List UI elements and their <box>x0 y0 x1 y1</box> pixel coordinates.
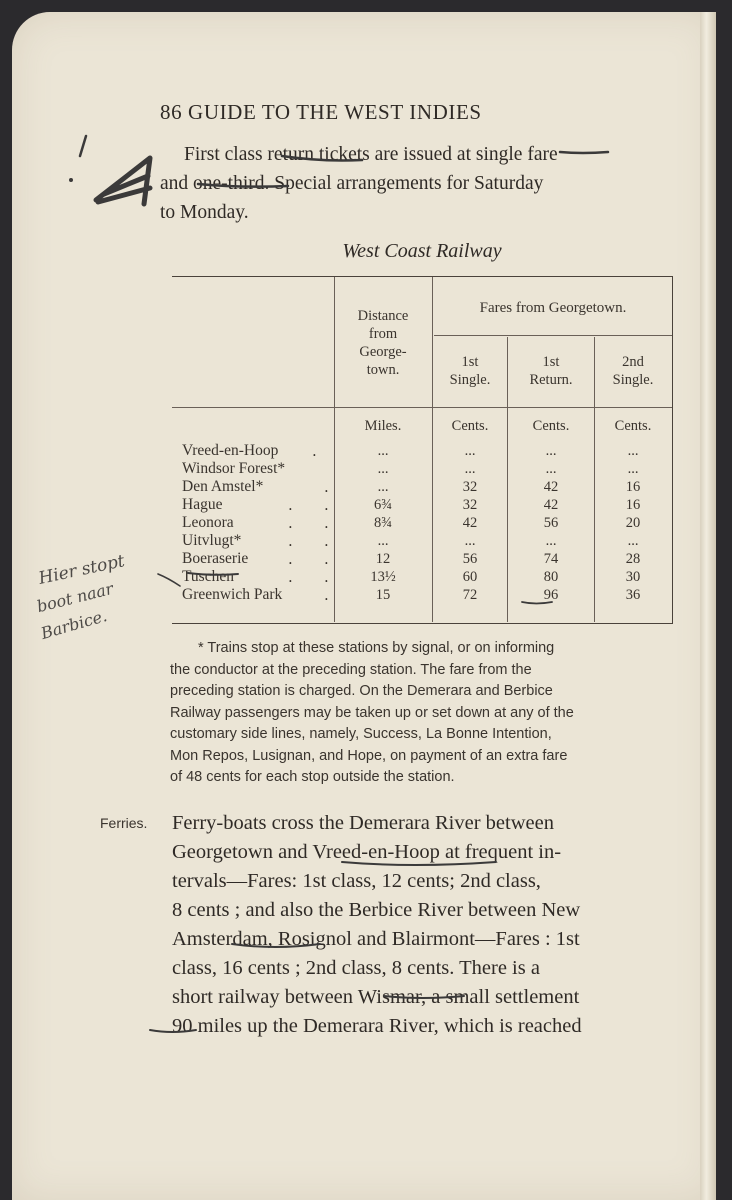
fare-cell: 32 <box>462 479 478 495</box>
table-row: Leonora . . 8¾ 42 56 20 <box>172 514 672 532</box>
table-title: West Coast Railway <box>342 240 502 262</box>
fare-cell: 42 <box>543 497 559 513</box>
header-text: Distance <box>357 308 409 324</box>
handwritten-note-line: Hier stopt <box>36 551 127 589</box>
station-name: Vreed-en-Hoop <box>182 442 279 459</box>
footnote-line: customary side lines, namely, Success, La Bonne Intention, <box>170 726 552 742</box>
underline-tuschen <box>188 573 238 575</box>
fare-cell: ... <box>545 533 557 549</box>
fare-cell: 30 <box>625 569 641 585</box>
header-text: 2nd <box>622 354 644 370</box>
unit-label: Cents. <box>532 418 570 434</box>
page-edge <box>716 0 732 1200</box>
side-heading-ferries: Ferries. <box>100 815 148 831</box>
paragraph-line: 8 cents ; and also the Berbice River between New <box>172 899 581 921</box>
pencil-tick <box>80 136 86 156</box>
underline-wismar <box>384 996 464 998</box>
table-row: Boeraserie . . 12 56 74 28 <box>172 550 672 568</box>
header-text: Single. <box>449 372 491 388</box>
paragraph-line: short railway between Wismar, a small settlement <box>172 986 580 1008</box>
header-text: Single. <box>612 372 654 388</box>
fare-cell: 42 <box>543 479 559 495</box>
fare-cell: ... <box>545 461 557 477</box>
underline-vreed-en-hoop <box>342 862 496 865</box>
footnote-line: Mon Repos, Lusignan, and Hope, on payment of an extra fare <box>170 747 568 764</box>
header-text: town. <box>366 362 400 378</box>
fare-cell: 16 <box>625 479 641 495</box>
handwritten-note-line: boot naar <box>34 578 116 617</box>
distance-cell: 13½ <box>370 569 396 585</box>
station-name: Leonora <box>182 514 234 531</box>
pencil-connector <box>158 574 180 586</box>
fare-cell: ... <box>464 443 476 459</box>
book-page <box>12 12 716 1200</box>
fare-cell: 20 <box>625 515 641 531</box>
unit-label: Miles. <box>364 418 402 434</box>
table-row: Den Amstel* . ... 32 42 16 <box>172 478 672 496</box>
fare-cell: 60 <box>462 569 478 585</box>
footnote-line: preceding station is charged. On the Demerara and Berbice <box>170 683 553 699</box>
unit-label: Cents. <box>451 418 489 434</box>
station-name: Windsor Forest* <box>182 460 286 477</box>
distance-cell: ... <box>377 443 389 459</box>
fare-cell: 36 <box>625 587 641 603</box>
table-row: Vreed-en-Hoop . ... ... ... ... <box>172 442 672 460</box>
fare-cell: 56 <box>543 515 559 531</box>
fare-cell: 42 <box>462 515 478 531</box>
pencil-annotations <box>12 12 716 1200</box>
intro-line: First class return tickets are issued at single fare <box>184 144 558 165</box>
distance-cell: ... <box>377 533 389 549</box>
underline-90 <box>150 1030 196 1032</box>
header-text: 1st <box>461 354 479 370</box>
footnote-line: of 48 cents for each stop outside the station. <box>170 769 455 785</box>
paragraph-line: Amsterdam, Rosignol and Blairmont—Fares : 1st <box>172 928 580 950</box>
pencil-arrow <box>96 158 150 204</box>
station-name: Hague <box>182 496 223 513</box>
pencil-dot <box>70 179 73 182</box>
fare-cell: 32 <box>462 497 478 513</box>
station-name: Boeraserie <box>182 550 249 567</box>
fare-cell: ... <box>545 443 557 459</box>
underline-single <box>560 152 608 153</box>
header-text: Return. <box>529 372 573 388</box>
station-name: Den Amstel* <box>182 478 264 495</box>
underline-one-third <box>198 184 288 187</box>
fare-cell: 72 <box>462 587 478 603</box>
fare-cell: 74 <box>543 551 559 567</box>
intro-line: and one-third. Special arrangements for Saturday <box>160 173 544 194</box>
underline-amsterdam <box>232 944 320 947</box>
paragraph-line: Georgetown and Vreed-en-Hoop at frequent in- <box>172 841 562 863</box>
fare-cell: ... <box>627 533 639 549</box>
fare-cell: ... <box>627 443 639 459</box>
header-text: George- <box>359 344 407 360</box>
fare-cell: 16 <box>625 497 641 513</box>
intro-line: to Monday. <box>160 202 249 223</box>
fare-cell: 28 <box>625 551 641 567</box>
table-row: Greenwich Park . 15 72 96 36 <box>172 586 672 604</box>
fare-cell: 96 <box>543 587 559 603</box>
header-text: 1st <box>542 354 560 370</box>
fares-header: Fares from Georgetown. <box>479 300 627 316</box>
fare-cell: ... <box>627 461 639 477</box>
distance-cell: ... <box>377 479 389 495</box>
fare-cell: ... <box>464 533 476 549</box>
distance-cell: 12 <box>375 551 391 567</box>
distance-cell: ... <box>377 461 389 477</box>
distance-cell: 8¾ <box>373 515 393 531</box>
paragraph-line: 90 miles up the Demerara River, which is reached <box>172 1015 582 1037</box>
underline-96 <box>522 602 552 604</box>
station-name: Greenwich Park <box>182 586 283 603</box>
fare-cell: ... <box>464 461 476 477</box>
underline-return <box>282 156 362 161</box>
station-name: Uitvlugt* <box>182 532 242 549</box>
footnote-line: Railway passengers may be taken up or set down at any of the <box>170 704 574 721</box>
unit-label: Cents. <box>614 418 652 434</box>
header-text: from <box>368 326 398 342</box>
distance-cell: 15 <box>375 587 391 603</box>
table-row: Uitvlugt* . . ... ... ... ... <box>172 532 672 550</box>
station-name: Tuschen <box>182 568 234 585</box>
distance-cell: 6¾ <box>373 497 393 513</box>
paragraph-line: Ferry-boats cross the Demerara River between <box>172 812 554 834</box>
table-row: Tuschen . . 13½ 60 80 30 <box>172 568 672 586</box>
handwritten-note-line: Barbice. <box>38 606 110 643</box>
fare-cell: 80 <box>543 569 559 585</box>
paragraph-line: tervals—Fares: 1st class, 12 cents; 2nd class, <box>172 870 541 892</box>
running-head: 86 GUIDE TO THE WEST INDIES <box>160 100 482 124</box>
footnote-line: * Trains stop at these stations by signal, or on informing <box>198 640 555 656</box>
fare-cell: 56 <box>462 551 478 567</box>
footnote-line: the conductor at the preceding station. The fare from the <box>170 661 532 678</box>
paragraph-line: class, 16 cents ; 2nd class, 8 cents. There is a <box>172 957 540 979</box>
table-row: Hague . . 6¾ 32 42 16 <box>172 496 672 514</box>
